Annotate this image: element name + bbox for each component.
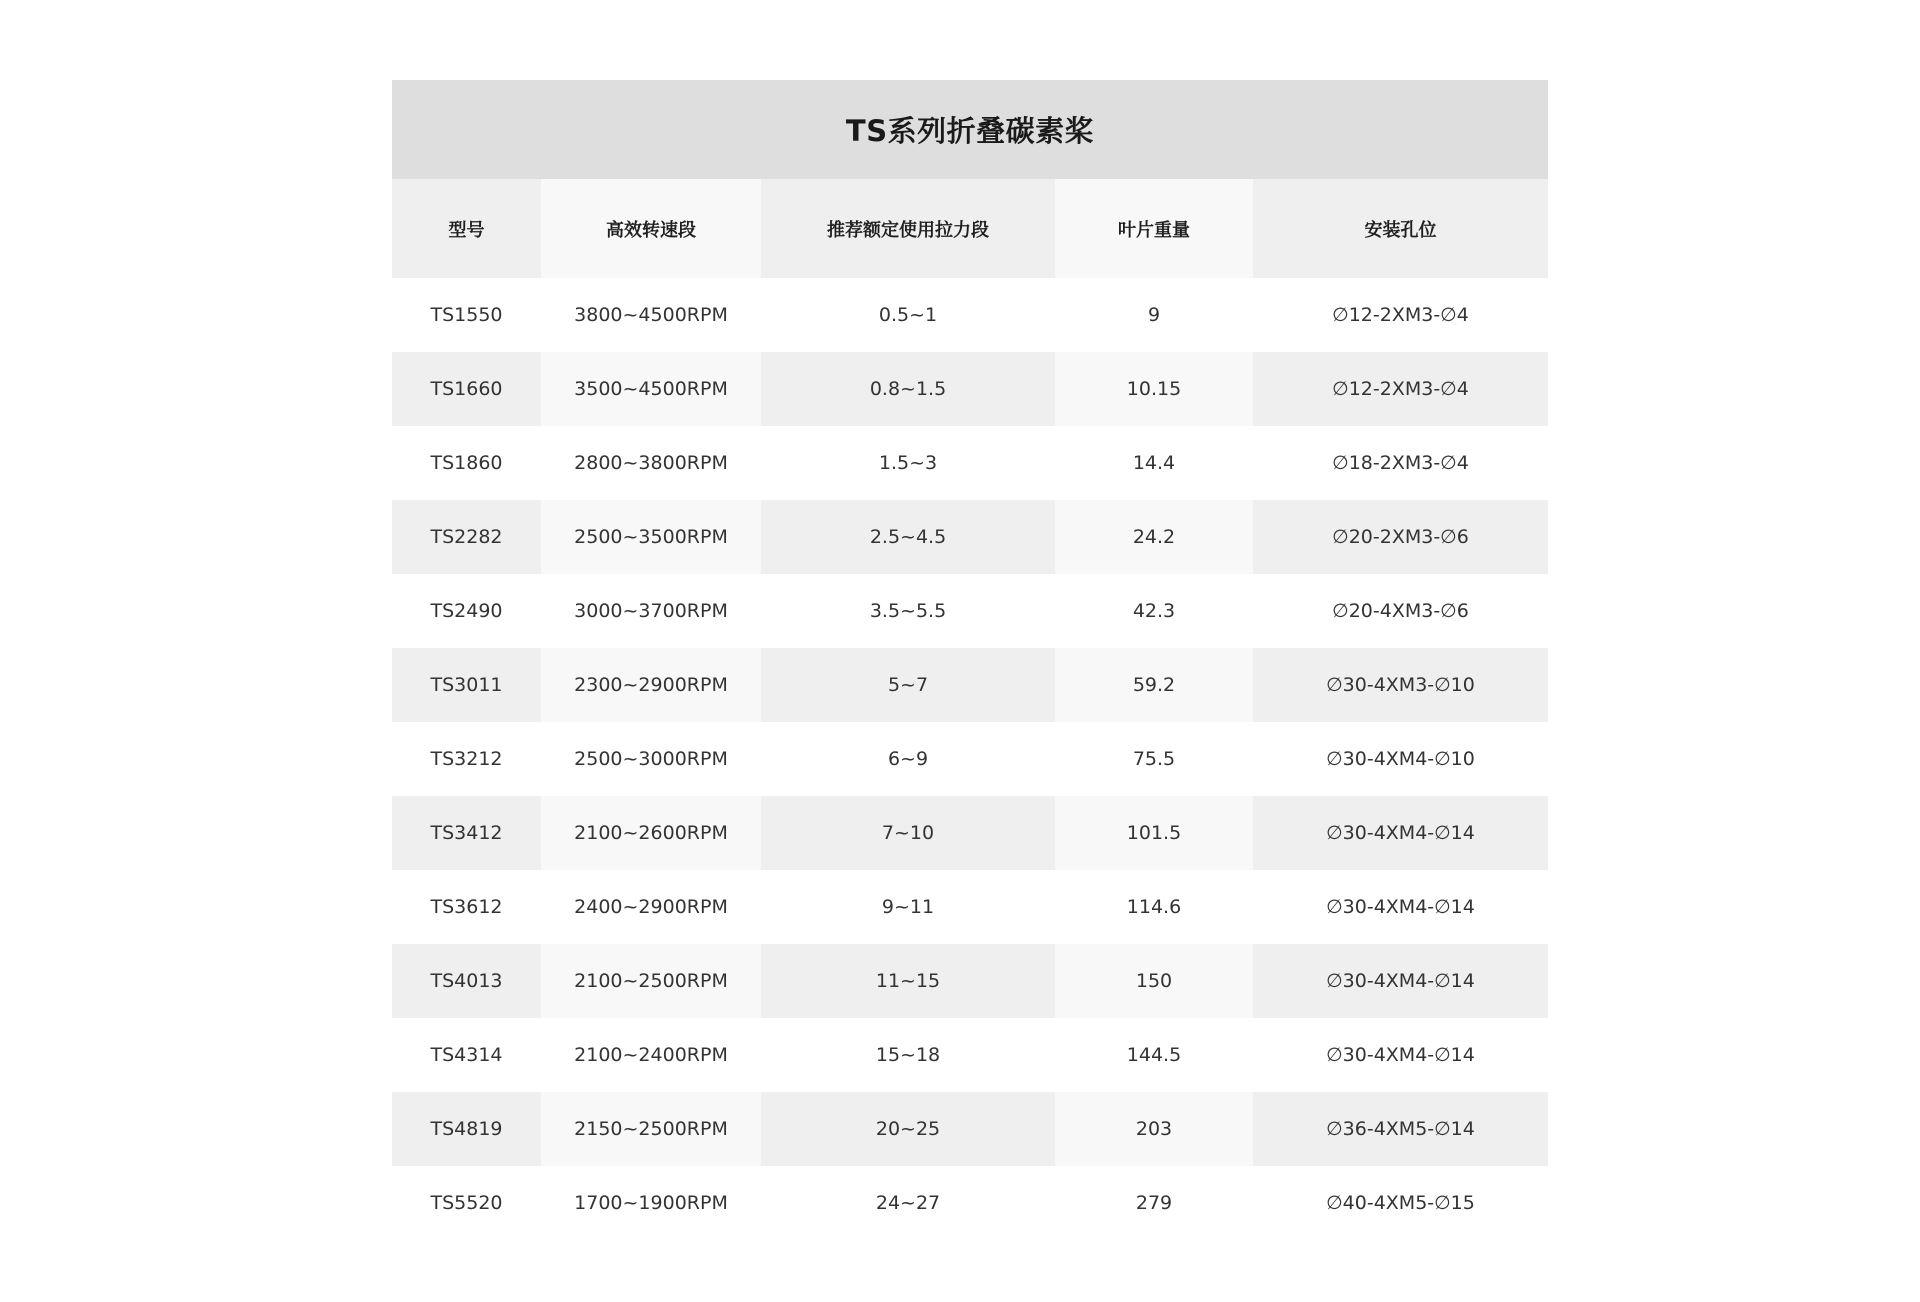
cell-blade-weight: 42.3 (1055, 574, 1253, 648)
cell-rpm-range: 2100~2400RPM (541, 1018, 761, 1092)
cell-mount-holes: ∅30-4XM4-∅14 (1253, 796, 1548, 870)
cell-blade-weight: 203 (1055, 1092, 1253, 1166)
header-thrust-range: 推荐额定使用拉力段 (761, 179, 1055, 278)
cell-rpm-range: 3500~4500RPM (541, 352, 761, 426)
cell-rpm-range: 2300~2900RPM (541, 648, 761, 722)
cell-mount-holes: ∅40-4XM5-∅15 (1253, 1166, 1548, 1240)
cell-rpm-range: 3000~3700RPM (541, 574, 761, 648)
cell-model: TS3412 (392, 796, 541, 870)
cell-rpm-range: 1700~1900RPM (541, 1166, 761, 1240)
cell-mount-holes: ∅20-4XM3-∅6 (1253, 574, 1548, 648)
cell-blade-weight: 10.15 (1055, 352, 1253, 426)
cell-rpm-range: 3800~4500RPM (541, 278, 761, 352)
cell-mount-holes: ∅30-4XM4-∅10 (1253, 722, 1548, 796)
cell-model: TS4819 (392, 1092, 541, 1166)
cell-model: TS2282 (392, 500, 541, 574)
cell-rpm-range: 2150~2500RPM (541, 1092, 761, 1166)
cell-rpm-range: 2100~2500RPM (541, 944, 761, 1018)
cell-mount-holes: ∅30-4XM3-∅10 (1253, 648, 1548, 722)
cell-mount-holes: ∅30-4XM4-∅14 (1253, 944, 1548, 1018)
cell-thrust-range: 6~9 (761, 722, 1055, 796)
cell-thrust-range: 7~10 (761, 796, 1055, 870)
cell-model: TS5520 (392, 1166, 541, 1240)
cell-mount-holes: ∅36-4XM5-∅14 (1253, 1092, 1548, 1166)
cell-thrust-range: 3.5~5.5 (761, 574, 1055, 648)
cell-blade-weight: 9 (1055, 278, 1253, 352)
cell-thrust-range: 5~7 (761, 648, 1055, 722)
cell-rpm-range: 2400~2900RPM (541, 870, 761, 944)
cell-blade-weight: 150 (1055, 944, 1253, 1018)
cell-model: TS2490 (392, 574, 541, 648)
cell-blade-weight: 144.5 (1055, 1018, 1253, 1092)
header-blade-weight: 叶片重量 (1055, 179, 1253, 278)
cell-model: TS4314 (392, 1018, 541, 1092)
cell-rpm-range: 2800~3800RPM (541, 426, 761, 500)
cell-model: TS3212 (392, 722, 541, 796)
header-rpm-range: 高效转速段 (541, 179, 761, 278)
cell-model: TS1550 (392, 278, 541, 352)
header-mount-holes: 安装孔位 (1253, 179, 1548, 278)
cell-model: TS3011 (392, 648, 541, 722)
cell-thrust-range: 15~18 (761, 1018, 1055, 1092)
cell-model: TS3612 (392, 870, 541, 944)
cell-mount-holes: ∅12-2XM3-∅4 (1253, 278, 1548, 352)
cell-thrust-range: 0.8~1.5 (761, 352, 1055, 426)
cell-rpm-range: 2500~3500RPM (541, 500, 761, 574)
cell-blade-weight: 101.5 (1055, 796, 1253, 870)
cell-blade-weight: 279 (1055, 1166, 1253, 1240)
cell-blade-weight: 114.6 (1055, 870, 1253, 944)
cell-blade-weight: 59.2 (1055, 648, 1253, 722)
spec-table (392, 80, 1548, 1240)
cell-thrust-range: 1.5~3 (761, 426, 1055, 500)
cell-thrust-range: 9~11 (761, 870, 1055, 944)
cell-thrust-range: 20~25 (761, 1092, 1055, 1166)
cell-model: TS4013 (392, 944, 541, 1018)
cell-rpm-range: 2100~2600RPM (541, 796, 761, 870)
cell-thrust-range: 2.5~4.5 (761, 500, 1055, 574)
table-grid (392, 179, 1548, 1240)
cell-mount-holes: ∅18-2XM3-∅4 (1253, 426, 1548, 500)
cell-mount-holes: ∅30-4XM4-∅14 (1253, 1018, 1548, 1092)
cell-mount-holes: ∅30-4XM4-∅14 (1253, 870, 1548, 944)
cell-thrust-range: 0.5~1 (761, 278, 1055, 352)
header-model: 型号 (392, 179, 541, 278)
cell-blade-weight: 14.4 (1055, 426, 1253, 500)
cell-blade-weight: 24.2 (1055, 500, 1253, 574)
cell-mount-holes: ∅20-2XM3-∅6 (1253, 500, 1548, 574)
cell-blade-weight: 75.5 (1055, 722, 1253, 796)
cell-rpm-range: 2500~3000RPM (541, 722, 761, 796)
cell-model: TS1660 (392, 352, 541, 426)
cell-model: TS1860 (392, 426, 541, 500)
cell-thrust-range: 24~27 (761, 1166, 1055, 1240)
table-title: TS系列折叠碳素桨 (392, 80, 1548, 179)
cell-mount-holes: ∅12-2XM3-∅4 (1253, 352, 1548, 426)
cell-thrust-range: 11~15 (761, 944, 1055, 1018)
